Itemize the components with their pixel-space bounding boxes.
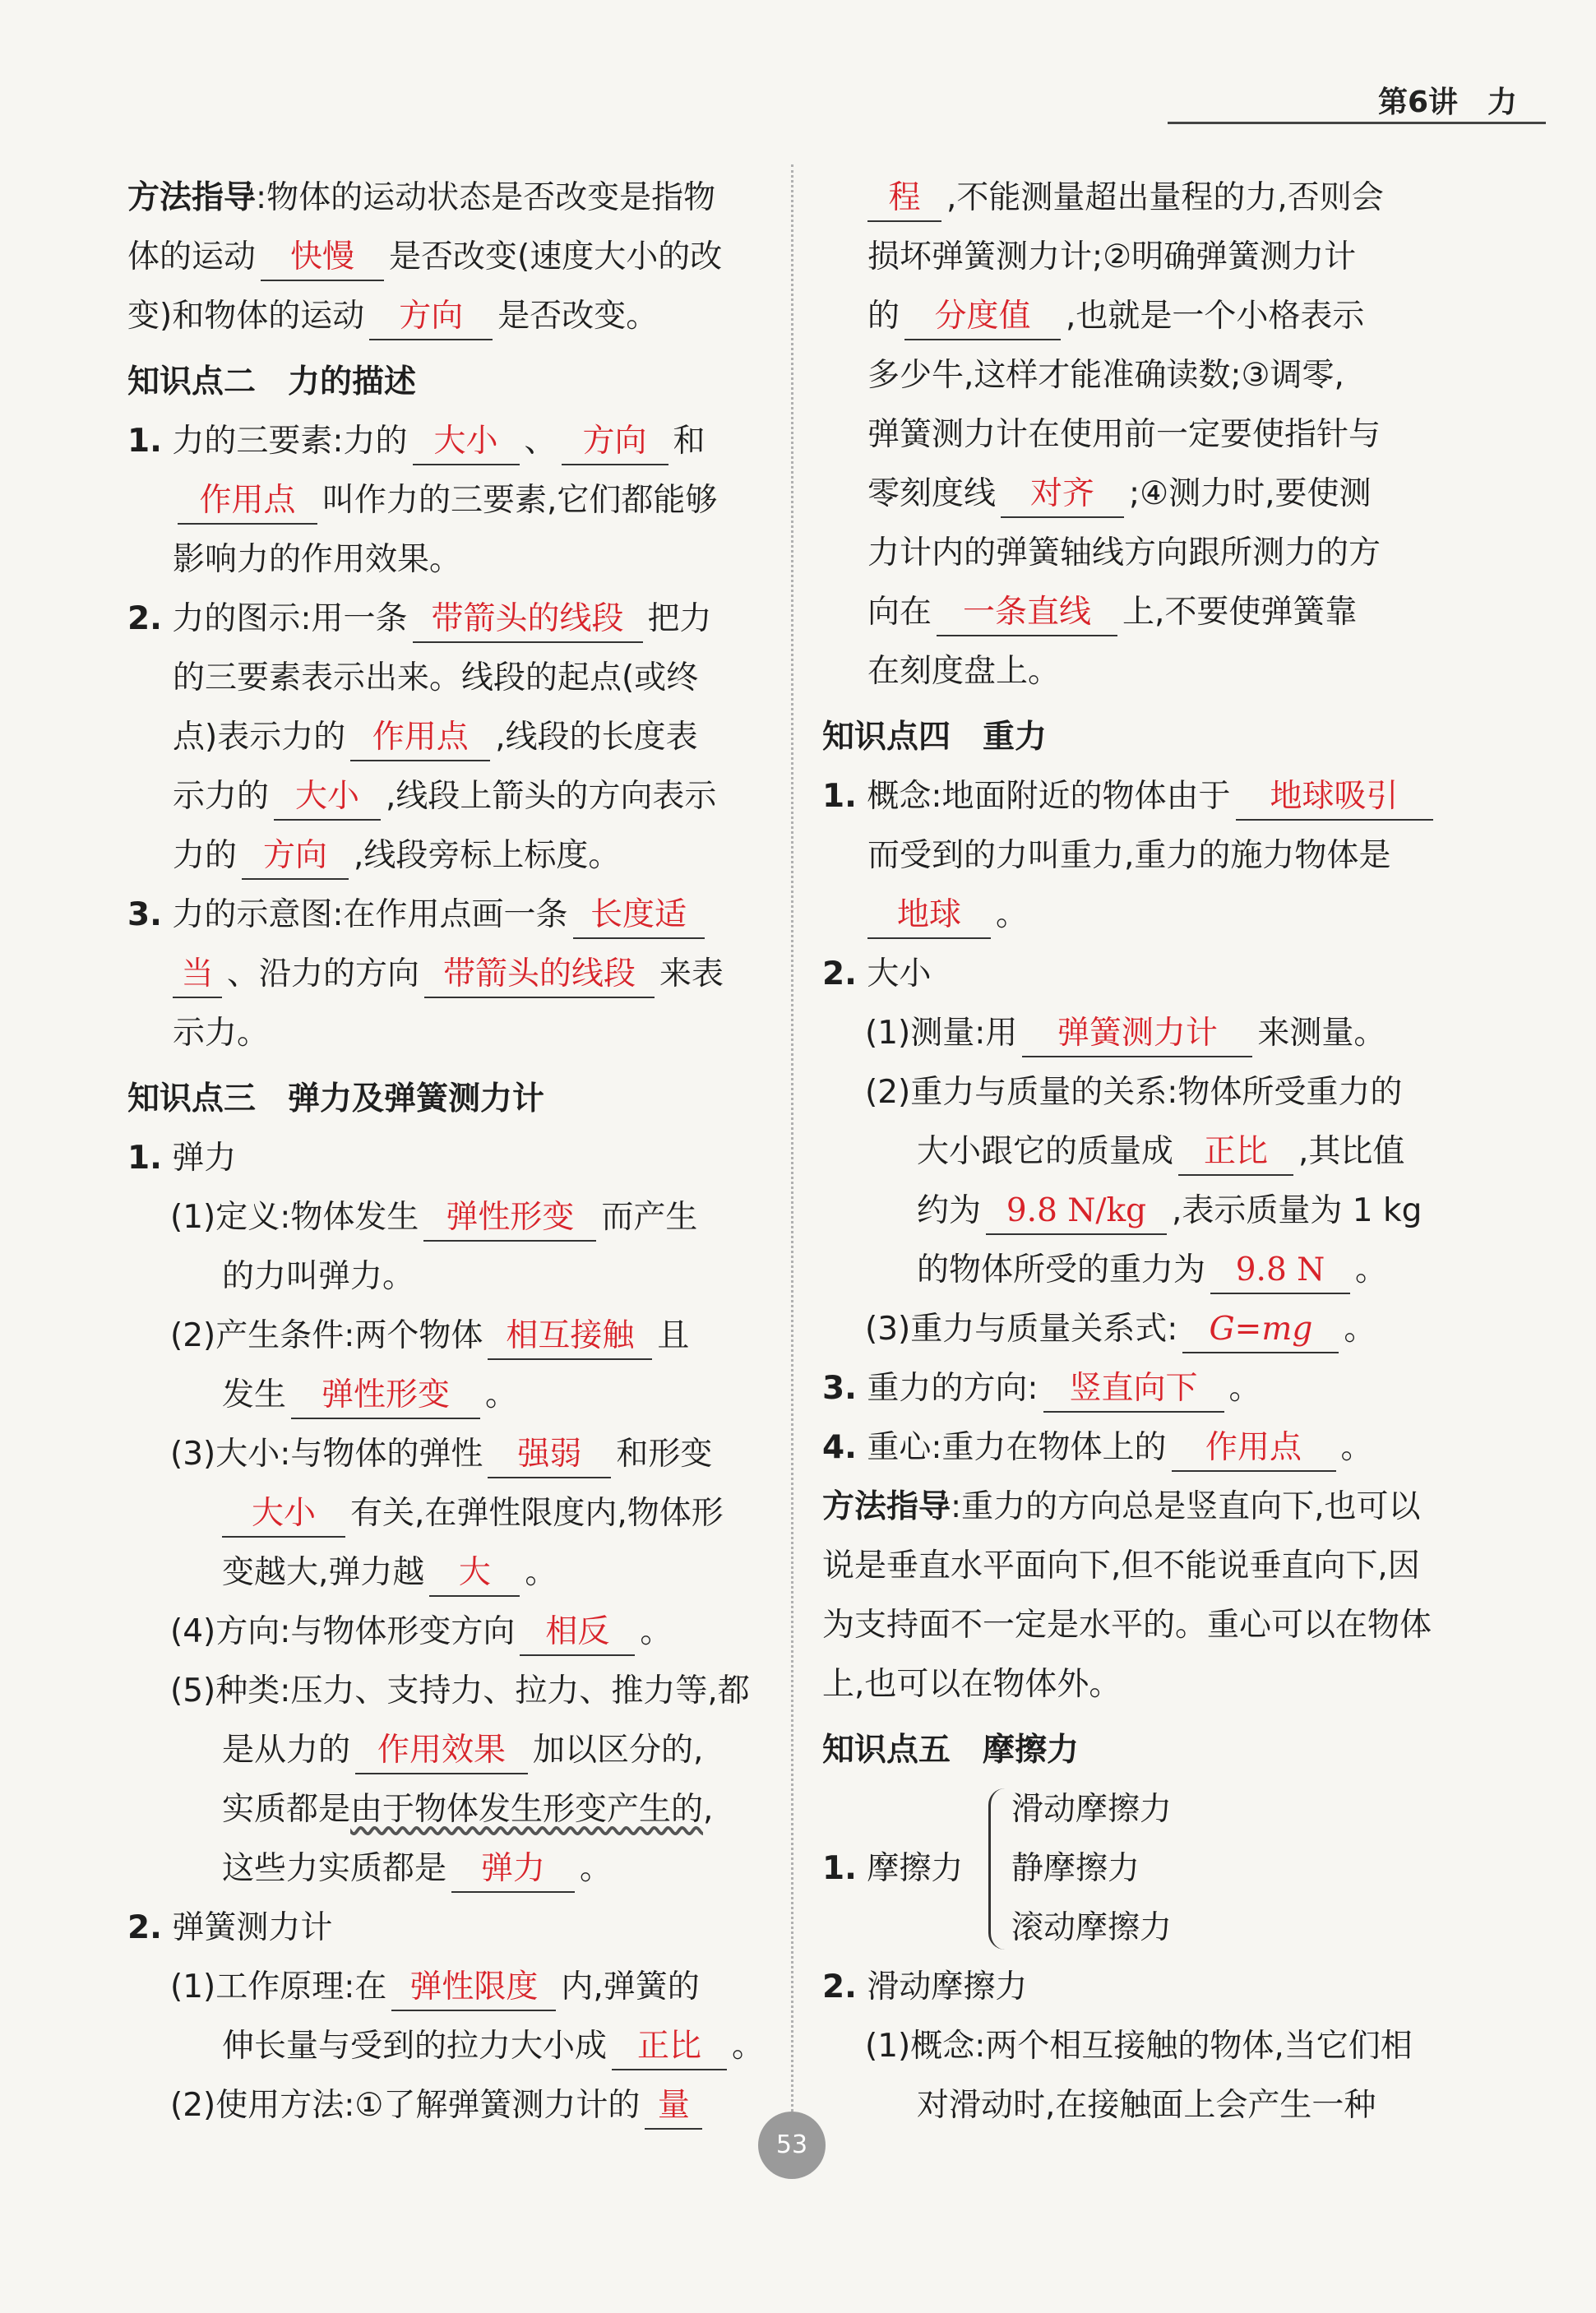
text: 影响力的作用效果。: [173, 541, 462, 578]
answer-blank: 正比: [612, 2024, 727, 2070]
text: ,: [703, 1791, 714, 1828]
page-header: 第6讲 力: [1377, 86, 1517, 119]
item-line: [822, 1958, 1472, 2017]
text: 。: [1340, 1429, 1373, 1466]
text: 为支持面不一定是水平的。重心可以在物体: [822, 1607, 1432, 1644]
text: 弹簧测力计: [172, 1909, 333, 1946]
text: 重力的方向:: [867, 1370, 1039, 1407]
text: 点)表示力的: [173, 719, 346, 756]
item-line: [127, 767, 761, 826]
text: 变)和物体的运动: [127, 298, 365, 335]
text: (4)方向:与物体形变方向: [170, 1613, 516, 1650]
text-line: [822, 1655, 1472, 1714]
text: 在刻度盘上。: [867, 653, 1061, 690]
list-item: 滑动摩擦力: [1011, 1791, 1173, 1828]
text: 。: [1228, 1370, 1261, 1407]
friction-types: [822, 1780, 1472, 1958]
answer-blank: 弹性限度: [391, 1965, 556, 2011]
text: 摩擦力: [867, 1850, 964, 1887]
text: 力的示意图:在作用点画一条: [172, 896, 568, 933]
text: 、: [524, 423, 557, 460]
text: 发生: [222, 1376, 287, 1413]
list-item: 静摩擦力: [1011, 1850, 1140, 1887]
answer-blank: 量: [645, 2084, 702, 2130]
text: 。: [732, 2028, 765, 2065]
text-line: [822, 169, 1472, 228]
text-line: [822, 642, 1472, 701]
item-line: [822, 2076, 1472, 2135]
answer-blank: 带箭头的线段: [413, 597, 643, 643]
column-divider: [791, 164, 793, 2121]
item-line: [127, 1129, 761, 1188]
text: ,表示质量为 1 kg: [1172, 1192, 1423, 1229]
header-rule: [1168, 122, 1546, 124]
text: 叫作力的三要素,它们都能够: [322, 482, 718, 519]
item-line: [127, 1839, 761, 1899]
text: 来表: [659, 955, 724, 992]
text: 而受到的力叫重力,重力的施力物体是: [867, 837, 1391, 874]
item-line: [822, 945, 1472, 1004]
text: 向在: [867, 594, 932, 631]
text: ,其比值: [1298, 1133, 1405, 1170]
text-line: [822, 583, 1472, 642]
item-line: [822, 1004, 1472, 1063]
text: 变越大,弹力越: [222, 1554, 425, 1591]
item-number: 1.: [127, 423, 162, 460]
answer-blank: 弹性形变: [291, 1373, 480, 1419]
text: :物体的运动状态是否改变是指物: [256, 179, 716, 216]
text: 大小: [867, 955, 932, 992]
text: 。: [1355, 1251, 1388, 1288]
answer-blank: 相反: [520, 1610, 635, 1656]
text: 加以区分的,: [533, 1732, 704, 1769]
answer-blank: 长度适: [573, 893, 705, 939]
text: 是否改变。: [497, 298, 659, 335]
item-line: [127, 1721, 761, 1780]
text: 且: [657, 1317, 690, 1354]
text: 实质都是: [222, 1791, 351, 1828]
text: 而产生: [601, 1199, 698, 1236]
item-line: [822, 1063, 1472, 1122]
item-line: [822, 1182, 1472, 1241]
item-line: [127, 1307, 761, 1366]
text: 内,弹簧的: [561, 1968, 700, 2005]
item-line: [822, 767, 1472, 826]
text: 伸长量与受到的拉力大小成: [222, 2028, 608, 2065]
answer-blank: 9.8 N/kg: [986, 1189, 1167, 1235]
answer-blank: 快慢: [261, 235, 384, 281]
text: (1)测量:用: [865, 1015, 1018, 1052]
text-line: [822, 287, 1472, 346]
text-line: [822, 228, 1472, 287]
text: 的力叫弹力。: [222, 1258, 415, 1295]
item-number: 1.: [822, 778, 857, 815]
text: 这些力实质都是: [222, 1850, 447, 1887]
text-line: [822, 405, 1472, 465]
method-guide-2: [822, 1478, 1472, 1537]
item-line: [127, 1004, 761, 1063]
answer-blank: 程: [867, 176, 941, 222]
item-line: [822, 1418, 1472, 1478]
item-line: [127, 412, 761, 471]
item-line: [127, 826, 761, 886]
item-line: [127, 530, 761, 590]
text: 概念:地面附近的物体由于: [867, 778, 1231, 815]
text: 大小跟它的质量成: [917, 1133, 1174, 1170]
item-line: [127, 1780, 761, 1839]
item-line: [822, 826, 1472, 886]
answer-blank: 作用点: [178, 479, 317, 525]
text: (1)工作原理:在: [170, 1968, 387, 2005]
text: (3)重力与质量关系式:: [865, 1311, 1178, 1348]
text: 体的运动: [127, 238, 257, 275]
answer-blank: 方向: [369, 294, 493, 340]
text: 滑动摩擦力: [867, 1968, 1028, 2005]
answer-blank: G=mg: [1182, 1307, 1339, 1353]
text: 重心:重力在物体上的: [867, 1429, 1167, 1466]
text: 和: [673, 423, 705, 460]
text-line: [822, 1596, 1472, 1655]
text: 把力: [647, 600, 712, 637]
answer-blank: 弹簧测力计: [1022, 1011, 1252, 1057]
page-number: 53: [758, 2112, 826, 2179]
text: ,线段上箭头的方向表示: [386, 778, 717, 815]
item-line: [822, 886, 1472, 945]
answer-blank: 地球: [867, 893, 991, 939]
answer-blank: 大: [429, 1551, 520, 1597]
text: (2)产生条件:两个物体: [170, 1317, 483, 1354]
text-line: [822, 524, 1472, 583]
item-line: [127, 1484, 761, 1543]
answer-blank: 强弱: [488, 1432, 611, 1478]
answer-blank: 相互接触: [488, 1314, 652, 1360]
answer-blank: 方向: [242, 834, 349, 880]
text: 的物体所受的重力为: [917, 1251, 1206, 1288]
text: 约为: [917, 1192, 982, 1229]
answer-blank: 9.8 N: [1210, 1248, 1350, 1294]
item-number: 2.: [822, 955, 857, 992]
text: 多少牛,这样才能准确读数;③调零,: [867, 357, 1344, 394]
answer-blank: 作用效果: [355, 1728, 528, 1774]
section-heading-5: 知识点五 摩擦力: [822, 1732, 1080, 1769]
text-line: [127, 287, 761, 346]
text: 、沿力的方向: [227, 955, 420, 992]
answer-blank: 作用点: [1172, 1426, 1336, 1472]
item-number: 3.: [127, 896, 162, 933]
text: :重力的方向总是竖直向下,也可以: [951, 1488, 1421, 1525]
text: ,线段的长度表: [495, 719, 698, 756]
text: 上,也可以在物体外。: [822, 1666, 1122, 1703]
item-line: [127, 945, 761, 1004]
item-line: [127, 1425, 761, 1484]
answer-blank: 弹性形变: [423, 1196, 596, 1242]
text: 的: [867, 298, 900, 335]
item-line: [822, 2017, 1472, 2076]
item-number: 1.: [127, 1140, 162, 1177]
text: 的三要素表示出来。线段的起点(或终: [173, 659, 699, 696]
answer-blank: 分度值: [904, 294, 1061, 340]
answer-blank: 方向: [562, 419, 668, 465]
item-line: [127, 2076, 761, 2135]
text: (3)大小:与物体的弹性: [170, 1436, 483, 1473]
text: 上,不要使弹簧靠: [1122, 594, 1358, 631]
section-heading-2: 知识点二 力的描述: [127, 363, 417, 400]
answer-blank: 带箭头的线段: [424, 952, 655, 998]
text: 。: [525, 1554, 557, 1591]
answer-blank: 作用点: [350, 715, 490, 761]
item-number: 2.: [822, 1968, 857, 2005]
answer-blank: 竖直向下: [1043, 1367, 1224, 1413]
text: 零刻度线: [867, 475, 997, 512]
emphasis-text: 由于物体发生形变产生的: [350, 1791, 704, 1828]
text: 有关,在弹性限度内,物体形: [350, 1495, 724, 1532]
item-number: 2.: [127, 1909, 162, 1946]
brace-bracket: [988, 1788, 1007, 1950]
text: 弹簧测力计在使用前一定要使指针与: [867, 416, 1381, 453]
item-line: [822, 1241, 1472, 1300]
friction-type-list: [1011, 1780, 1172, 1958]
item-line: [822, 1300, 1472, 1359]
item-line: [127, 1247, 761, 1307]
answer-blank: 大小: [413, 419, 520, 465]
left-column: [127, 169, 765, 2135]
text: (1)概念:两个相互接触的物体,当它们相: [865, 2028, 1413, 2065]
section-heading-3: 知识点三 弹力及弹簧测力计: [127, 1080, 545, 1117]
list-item: 滚动摩擦力: [1011, 1909, 1173, 1946]
text: 弹力: [172, 1140, 237, 1177]
method-tag: 方法指导: [822, 1488, 951, 1525]
item-line: [127, 649, 761, 708]
item-line: [822, 1122, 1472, 1182]
answer-blank: 当: [173, 952, 222, 998]
text: (5)种类:压力、支持力、拉力、推力等,都: [170, 1672, 750, 1709]
text: 。: [580, 1850, 613, 1887]
text: 来测量。: [1257, 1015, 1386, 1052]
right-column: [822, 169, 1472, 2135]
text: 力计内的弹簧轴线方向跟所测力的方: [867, 534, 1381, 571]
text: ,不能测量超出量程的力,否则会: [946, 179, 1384, 216]
text: (2)使用方法:①了解弹簧测力计的: [170, 2087, 641, 2124]
item-line: [127, 471, 761, 530]
item-line: [127, 1899, 761, 1958]
method-guide-1: [127, 169, 761, 228]
text: 力的图示:用一条: [172, 600, 408, 637]
item-line: [127, 1543, 761, 1603]
item-line: [127, 2017, 765, 2076]
text: ,也就是一个小格表示: [1066, 298, 1365, 335]
answer-blank: 大小: [274, 775, 381, 821]
text: 对滑动时,在接触面上会产生一种: [917, 2087, 1376, 2124]
text: 是从力的: [222, 1732, 351, 1769]
text: 示力。: [173, 1015, 270, 1052]
answer-blank: 对齐: [1001, 472, 1124, 518]
item-number: 1.: [822, 1850, 857, 1887]
item-line: [127, 1958, 761, 2017]
text: 力的三要素:力的: [172, 423, 408, 460]
text: 是否改变(速度大小的改: [389, 238, 723, 275]
section-heading-4: 知识点四 重力: [822, 719, 1048, 756]
item-line: [127, 886, 761, 945]
item-number: 2.: [127, 600, 162, 637]
text: ;④测力时,要使测: [1129, 475, 1372, 512]
text: 说是垂直水平面向下,但不能说垂直向下,因: [822, 1547, 1420, 1584]
text: 示力的: [173, 778, 270, 815]
item-number: 3.: [822, 1370, 857, 1407]
text: 。: [640, 1613, 673, 1650]
item-line: [127, 590, 761, 649]
text: 。: [485, 1376, 518, 1413]
answer-blank: 正比: [1178, 1130, 1293, 1176]
answer-blank: 地球吸引: [1236, 775, 1433, 821]
item-line: [127, 1662, 761, 1721]
answer-blank: 大小: [222, 1492, 345, 1538]
item-number: 4.: [822, 1429, 857, 1466]
text: (2)重力与质量的关系:物体所受重力的: [865, 1074, 1403, 1111]
answer-blank: 一条直线: [937, 590, 1117, 636]
method-tag: 方法指导: [127, 179, 257, 216]
text: (1)定义:物体发生: [170, 1199, 419, 1236]
text: 和形变: [616, 1436, 713, 1473]
text-line: [822, 465, 1472, 524]
item-line: [127, 708, 761, 767]
text-line: [822, 1537, 1472, 1596]
text: 力的: [173, 837, 238, 874]
item-line: [822, 1359, 1472, 1418]
text: 。: [996, 896, 1029, 933]
text-line: [822, 346, 1472, 405]
item-line: [127, 1603, 761, 1662]
text: 损坏弹簧测力计;②明确弹簧测力计: [867, 238, 1357, 275]
text: ,线段旁标上标度。: [354, 837, 621, 874]
answer-blank: 弹力: [451, 1847, 575, 1893]
text: 。: [1344, 1311, 1376, 1348]
text-line: [127, 228, 761, 287]
item-line: [127, 1188, 761, 1247]
item-line: [127, 1366, 761, 1425]
friction-label: [822, 1839, 963, 1899]
